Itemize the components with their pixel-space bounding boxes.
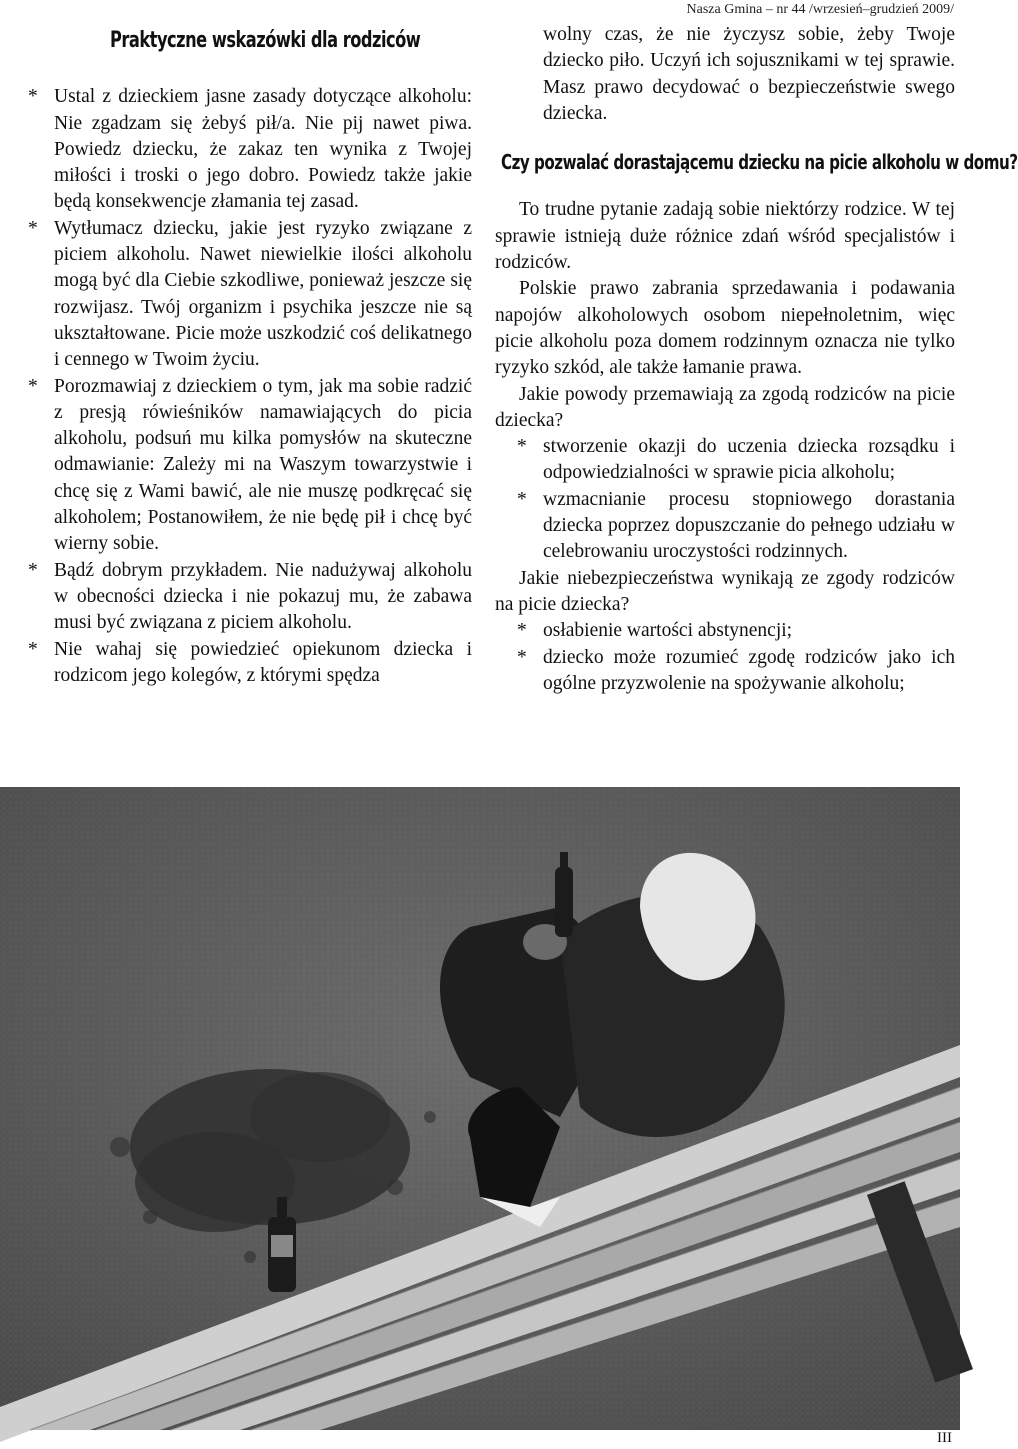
paragraph: To trudne pytanie zadają sobie niektórzy rodzice. W tej sprawie istnieją duże różnice zdań wśród specjalistów i rodziców.	[495, 199, 955, 274]
photo-illustration	[0, 787, 960, 1430]
reason-item: * wzmacnianie procesu stopniowego dorastania dziecka poprzez dopuszczanie do pełnego udziału w celebrowaniu uroczystości rodzinnych.	[517, 488, 955, 563]
reason-item: * stworzenie okazji do uczenia dziecka rozsądku i odpowiedzialności w sprawie picia alkoholu;	[517, 436, 955, 484]
danger-item: * dziecko może rozumieć zgodę rodziców jako ich ogólne przyzwolenie na spożywanie alkoholu;	[517, 646, 955, 694]
tip-item: * Porozmawiaj z dzieckiem o tym, jak ma sobie radzić z presją rówieśników namawiających do picia alkoholu, podsuń mu kilka pomysłów na skuteczne odmawianie: Zależy mi na Waszym towarzystwie i chcę się z Wami bawić, ale nie muszę podkręcać się alkoholem; Postanowiłem, że nie będę pił i chcę być wierny sobie.	[28, 375, 472, 555]
page-number: III	[937, 1430, 952, 1446]
paragraph: Polskie prawo zabrania sprzedawania i podawania napojów alkoholowych osobom niepełnoletnim, więc picie alkoholu poza domem rodzinnym oznacza nie tylko ryzyko szkód, ale także łamanie prawa.	[495, 278, 955, 379]
bullet-marker: *	[517, 620, 527, 642]
paragraph: Jakie niebezpieczeństwa wynikają ze zgody rodziców na picie dziecka?	[495, 567, 955, 615]
bullet-marker: *	[28, 86, 38, 108]
bullet-marker: *	[517, 646, 527, 668]
bullet-marker: *	[28, 375, 38, 397]
tip-item: * Ustal z dzieckiem jasne zasady dotyczące alkoholu: Nie zgadzam się żebyś pił/a. Nie pij nawet piwa. Powiedz dziecku, że zakaz ten wynika z Twojej miłości i troski o jego dobro. Powiedz także jakie będą konsekwencje złamania tej zasad.	[28, 86, 472, 213]
bullet-marker: *	[28, 217, 38, 239]
tip-item: * Wytłumacz dziecku, jakie jest ryzyko związane z piciem alkoholu. Nawet niewielkie ilości alkoholu mogą być dla Ciebie szkodliwe, ponieważ jeszcze się rozwijasz. Twój organizm i psychika jeszcze nie są ukształtowane. Picie może uszkodzić coś delikatnego i cennego w Twoim życiu.	[28, 217, 472, 371]
bullet-marker: *	[517, 488, 527, 510]
tip-item: * Nie wahaj się powiedzieć opiekunom dziecka i rodzicom jego kolegów, z którymi spędza	[28, 638, 472, 686]
right-column	[495, 22, 1018, 697]
photo-teen-drinking-on-bench	[0, 787, 960, 1430]
right-section-title: Czy pozwalać dorastającemu dziecku na picie alkoholu w domu?	[501, 150, 1018, 175]
left-section-title: Praktyczne wskazówki dla rodziców	[110, 28, 421, 53]
paragraph: Jakie powody przemawiają za zgodą rodziców na picie dziecka?	[495, 383, 955, 431]
left-column	[28, 28, 472, 689]
continued-paragraph: wolny czas, że nie życzysz sobie, żeby Twoje dziecko piło. Uczyń ich sojusznikami w tej sprawie. Masz prawo decydować o bezpieczeństwie swego dziecka.	[543, 24, 955, 124]
bullet-marker: *	[28, 559, 38, 581]
bullet-marker: *	[28, 638, 38, 660]
bullet-marker: *	[517, 436, 527, 458]
tip-item: * Bądź dobrym przykładem. Nie nadużywaj alkoholu w obecności dziecka i nie pokazuj mu, że zabawa musi być związana z piciem alkoholu.	[28, 559, 472, 634]
page-header: Nasza Gmina – nr 44 /wrzesień–grudzień 2009/	[686, 2, 954, 17]
danger-item: * osłabienie wartości abstynencji;	[517, 618, 955, 644]
